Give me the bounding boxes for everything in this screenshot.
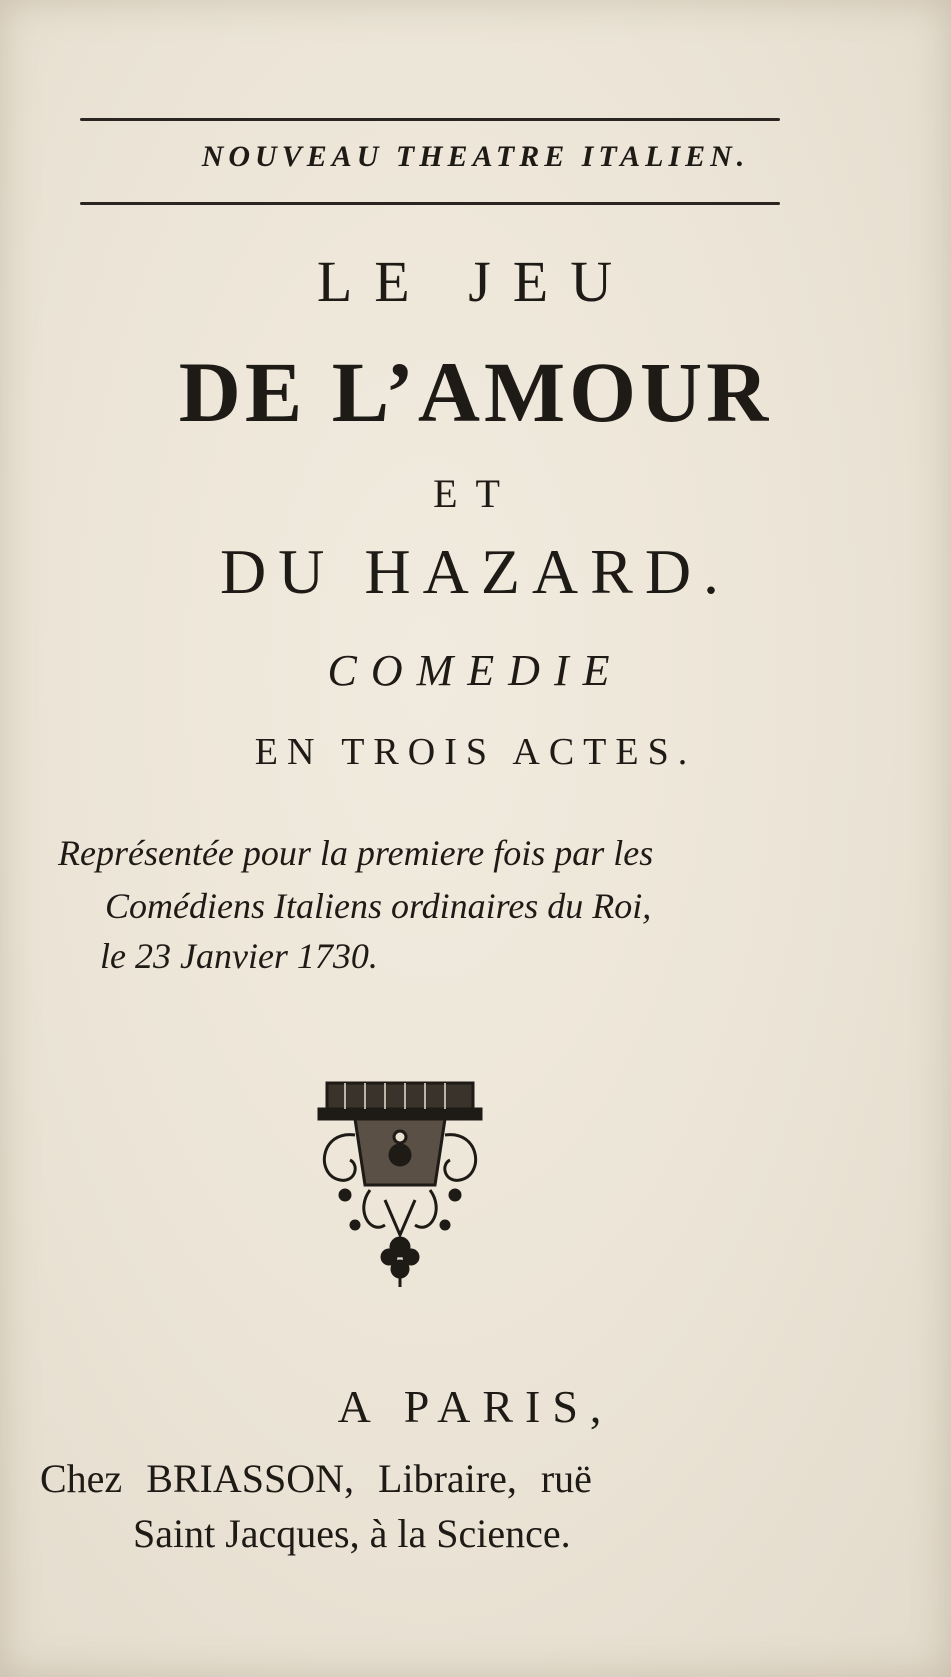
genre-label: COMEDIE xyxy=(327,646,624,695)
top-rule xyxy=(80,118,780,121)
acts-label: EN TROIS ACTES. xyxy=(254,731,697,773)
performance-line-3: le 23 Janvier 1730. xyxy=(100,936,378,976)
title-line-2: DE L’AMOUR xyxy=(178,344,773,440)
title-line-4: DU HAZARD. xyxy=(219,536,732,607)
performance-line-2: Comédiens Italiens ordinaires du Roi, xyxy=(105,886,652,926)
bottom-rule xyxy=(80,202,780,205)
imprint-place: A PARIS, xyxy=(337,1381,614,1432)
imprint-line-1: Chez BRIASSON, Libraire, ruë xyxy=(40,1456,592,1501)
performance-line-1: Représentée pour la premiere fois par les xyxy=(58,833,654,873)
printer-ornament-icon xyxy=(315,1075,485,1290)
title-line-3: ET xyxy=(433,471,518,516)
title-line-1: LE JEU xyxy=(316,249,635,314)
series-title: NOUVEAU THEATRE ITALIEN. xyxy=(201,140,750,173)
imprint-line-2: Saint Jacques, à la Science. xyxy=(133,1511,571,1556)
